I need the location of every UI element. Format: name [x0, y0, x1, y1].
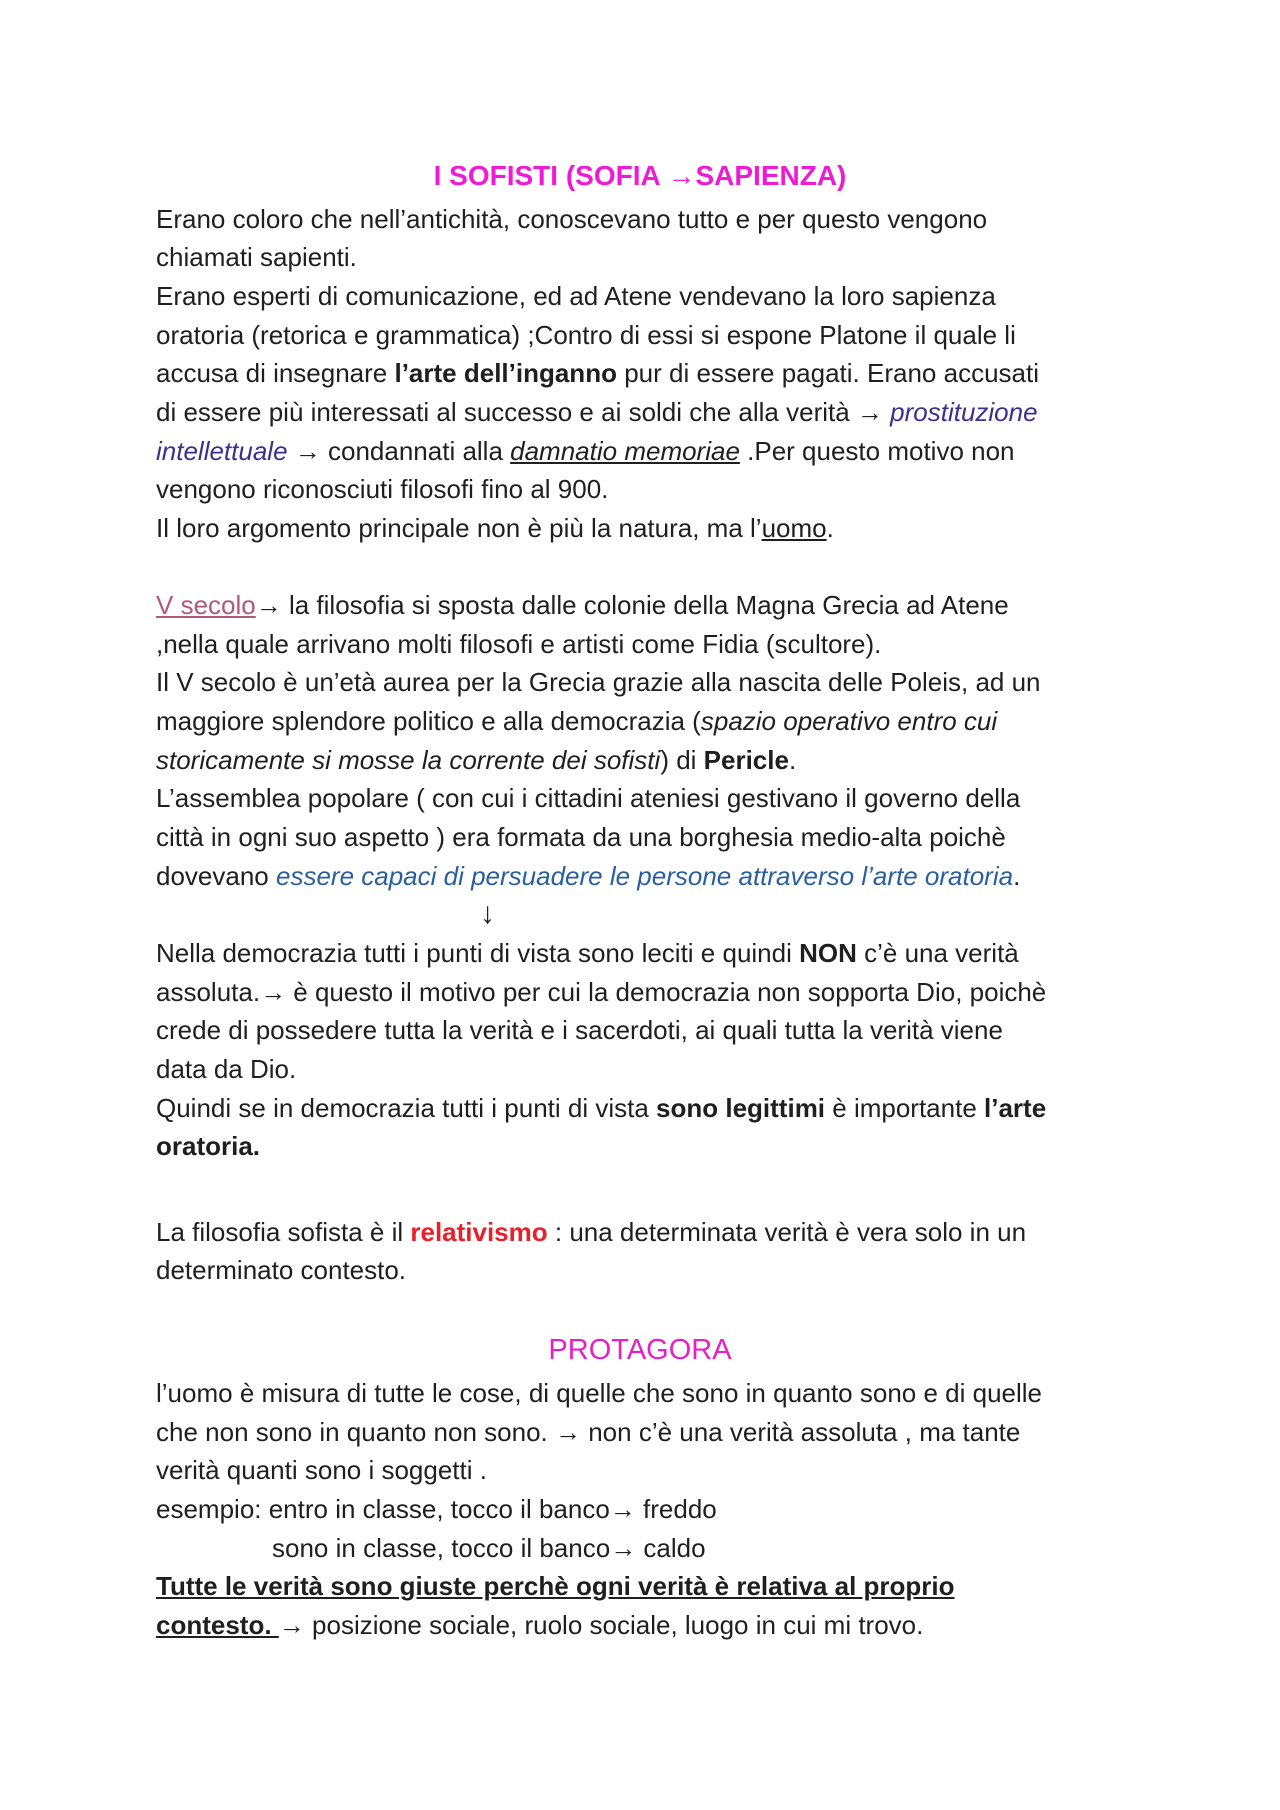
bold-underlined-statement: Tutte le verità sono giuste perchè ogni verità è relativa al proprio: [156, 1571, 955, 1601]
p3-line-5: [156, 1092, 1046, 1124]
p2-line-4-a: maggiore splendore politico e alla democrazia (: [156, 706, 701, 736]
p2-line-8: [156, 860, 1020, 892]
p2-line-2: ,nella quale arrivano molti filosofi e artisti come Fidia (scultore).: [156, 629, 882, 659]
p1-line-6-a: di essere più interessati al successo e ai soldi che alla verità →: [156, 397, 891, 427]
p3-line-4: data da Dio.: [156, 1054, 297, 1084]
protagora-heading: PROTAGORA: [548, 1334, 732, 1366]
p2-line-5: [156, 744, 796, 776]
italic-intellettuale: intellettuale: [156, 436, 288, 466]
bold-non: NON: [799, 938, 857, 968]
p2-line-8-a: dovevano: [156, 861, 276, 891]
p1-line-1: Erano coloro che nell’antichità, conoscevano tutto e per questo vengono: [156, 204, 988, 234]
bold-pericle: Pericle: [703, 745, 789, 775]
p3-line-6: [156, 1130, 260, 1162]
protagora-line-7-b: → posizione sociale, ruolo sociale, luogo in cui mi trovo.: [278, 1610, 924, 1640]
p2-line-8-c: .: [1013, 861, 1021, 891]
p1-line-9-a: Il loro argomento principale non è più la natura, ma l’: [156, 513, 762, 543]
p4-line-2: determinato contesto.: [156, 1255, 407, 1285]
protagora-line-4: esempio: entro in classe, tocco il banco→ freddo: [156, 1494, 717, 1524]
bold-underlined-contesto: contesto.: [156, 1610, 279, 1640]
p4-line-1-c: : una determinata verità è vera solo in un: [547, 1217, 1027, 1247]
bold-sono-legittimi: sono legittimi: [656, 1093, 826, 1123]
p2-line-7: città in ogni suo aspetto ) era formata da una borghesia medio-alta poichè: [156, 822, 1006, 852]
protagora-line-5: sono in classe, tocco il banco→ caldo: [272, 1533, 706, 1563]
p2-line-1-b: → la filosofia si sposta dalle colonie della Magna Grecia ad Atene: [255, 590, 1009, 620]
protagora-line-1: l’uomo è misura di tutte le cose, di quelle che sono in quanto sono e di quelle: [156, 1378, 1043, 1408]
p3-line-5-a: Quindi se in democrazia tutti i punti di vista: [156, 1093, 657, 1123]
protagora-line-6: [156, 1570, 955, 1602]
p2-line-5-d: .: [788, 745, 797, 775]
p1-line-3: Erano esperti di comunicazione, ed ad Atene vendevano la loro sapienza: [156, 281, 996, 311]
uomo-underlined: uomo: [761, 513, 827, 543]
p1-line-7-b: → condannati alla: [287, 436, 511, 466]
p3-line-3: crede di possedere tutta la verità e i sacerdoti, ai quali tutta la verità viene: [156, 1015, 1003, 1045]
bold-oratoria: oratoria.: [156, 1131, 261, 1161]
p1-line-9-c: .: [826, 513, 834, 543]
p3-line-5-c: è importante: [825, 1093, 985, 1123]
italic-prostituzione: prostituzione: [890, 397, 1038, 427]
p1-line-5-c: pur di essere pagati. Erano accusati: [616, 358, 1039, 388]
document-title: I SOFISTI (SOFIA →SAPIENZA): [433, 160, 847, 191]
damnatio-memoriae: damnatio memoriae: [510, 436, 740, 466]
p4-line-1: [156, 1216, 1026, 1248]
p1-line-7: [156, 435, 1015, 467]
bold-relativismo: relativismo: [410, 1217, 548, 1247]
p3-line-1-a: Nella democrazia tutti i punti di vista sono leciti e quindi: [156, 938, 800, 968]
italic-persuadere: essere capaci di persuadere le persone attraverso l’arte oratoria: [275, 861, 1014, 891]
p3-line-1: [156, 937, 1019, 969]
p4-line-1-a: La filosofia sofista è il: [156, 1217, 411, 1247]
v-secolo-link: V secolo: [156, 590, 256, 620]
p2-line-6: L’assemblea popolare ( con cui i cittadini ateniesi gestivano il governo della: [156, 783, 1021, 813]
p1-line-8: vengono riconosciuti filosofi fino al 900.: [156, 474, 609, 504]
p3-line-2: assoluta.→ è questo il motivo per cui la democrazia non sopporta Dio, poichè: [156, 977, 1047, 1007]
p2-line-4: [156, 705, 997, 737]
p1-line-9: [156, 512, 834, 544]
p3-line-1-c: c’è una verità: [856, 938, 1019, 968]
p1-line-2: chiamati sapienti.: [156, 242, 357, 272]
p1-line-5: [156, 357, 1039, 389]
p1-line-5-a: accusa di insegnare: [156, 358, 395, 388]
p1-line-4: oratoria (retorica e grammatica) ;Contro di essi si espone Platone il quale li: [156, 320, 1016, 350]
p1-line-7-d: .Per questo motivo non: [739, 436, 1015, 466]
protagora-line-2: che non sono in quanto non sono. → non c’è una verità assoluta , ma tante: [156, 1417, 1021, 1447]
down-arrow: ↓: [480, 897, 495, 930]
italic-storicamente: storicamente si mosse la corrente dei sofisti: [156, 745, 661, 775]
protagora-line-7: [156, 1609, 923, 1641]
bold-l-arte: l’arte: [984, 1093, 1047, 1123]
p2-line-5-b: ) di: [660, 745, 704, 775]
p2-line-3: Il V secolo è un’età aurea per la Grecia grazie alla nascita delle Poleis, ad un: [156, 667, 1041, 697]
p1-line-6: [156, 396, 1038, 428]
p2-line-1: [156, 589, 1009, 621]
bold-arte-inganno: l’arte dell’inganno: [394, 358, 617, 388]
protagora-line-3: verità quanti sono i soggetti .: [156, 1455, 487, 1485]
italic-spazio-operativo: spazio operativo entro cui: [700, 706, 998, 736]
